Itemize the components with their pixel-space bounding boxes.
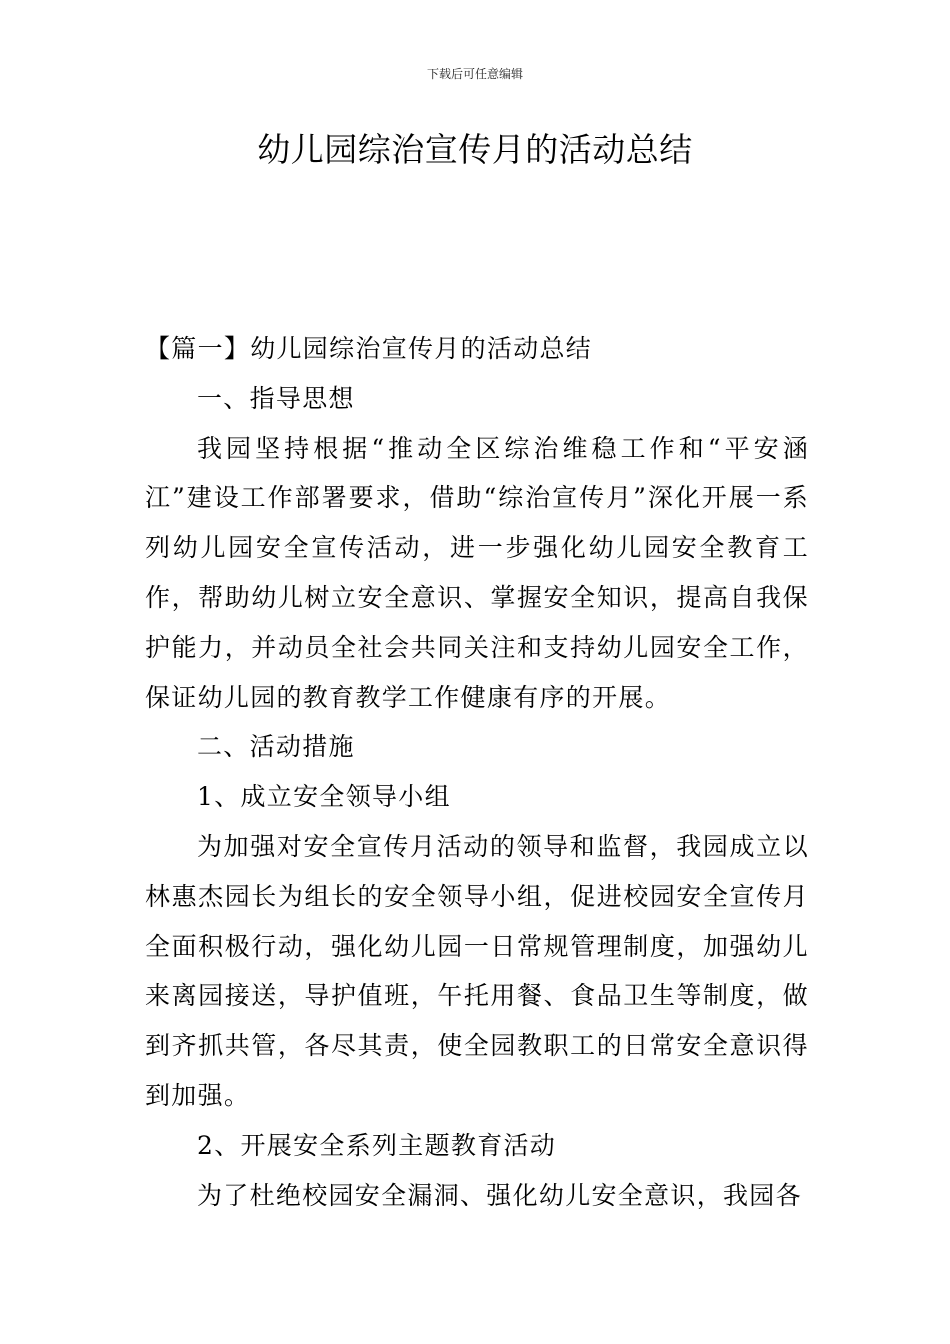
subheading-activity-measures: 二、活动措施 <box>197 732 355 762</box>
subheading-guiding-ideology: 一、指导思想 <box>197 383 355 413</box>
header-note: 下载后可任意编辑 <box>426 67 523 81</box>
document-body <box>145 324 809 1220</box>
paragraph-leadership-group: 为加强对安全宣传月活动的领导和监督，我园成立以林惠杰园长为组长的安全领导小组，促进校园安全宣传月全面积极行动，强化幼儿园一日常规管理制度，加强幼儿来离园接送，导护值班，午托用餐、食品卫生等制度，做到齐抓共管，各尽其责，使全园教职工的日常安全意识得到加强。 <box>145 831 809 1110</box>
subheading-theme-activities: 2、开展安全系列主题教育活动 <box>197 1130 557 1160</box>
document-title: 幼儿园综治宣传月的活动总结 <box>257 130 693 169</box>
paragraph-guiding-ideology: 我园坚持根据“推动全区综治维稳工作和“平安涵江”建设工作部署要求，借助“综治宣传月”深化开展一系列幼儿园安全宣传活动，进一步强化幼儿园安全教育工作，帮助幼儿树立安全意识、掌握安全知识，提高自我保护能力，并动员全社会共同关注和支持幼儿园安全工作，保证幼儿园的教育教学工作健康有序的开展。 <box>145 433 809 712</box>
section-heading: 【篇一】幼儿园综治宣传月的活动总结 <box>145 334 593 363</box>
subheading-leadership-group: 1、成立安全领导小组 <box>197 782 451 812</box>
paragraph-theme-activities: 为了杜绝校园安全漏洞、强化幼儿安全意识，我园各 <box>197 1180 802 1210</box>
